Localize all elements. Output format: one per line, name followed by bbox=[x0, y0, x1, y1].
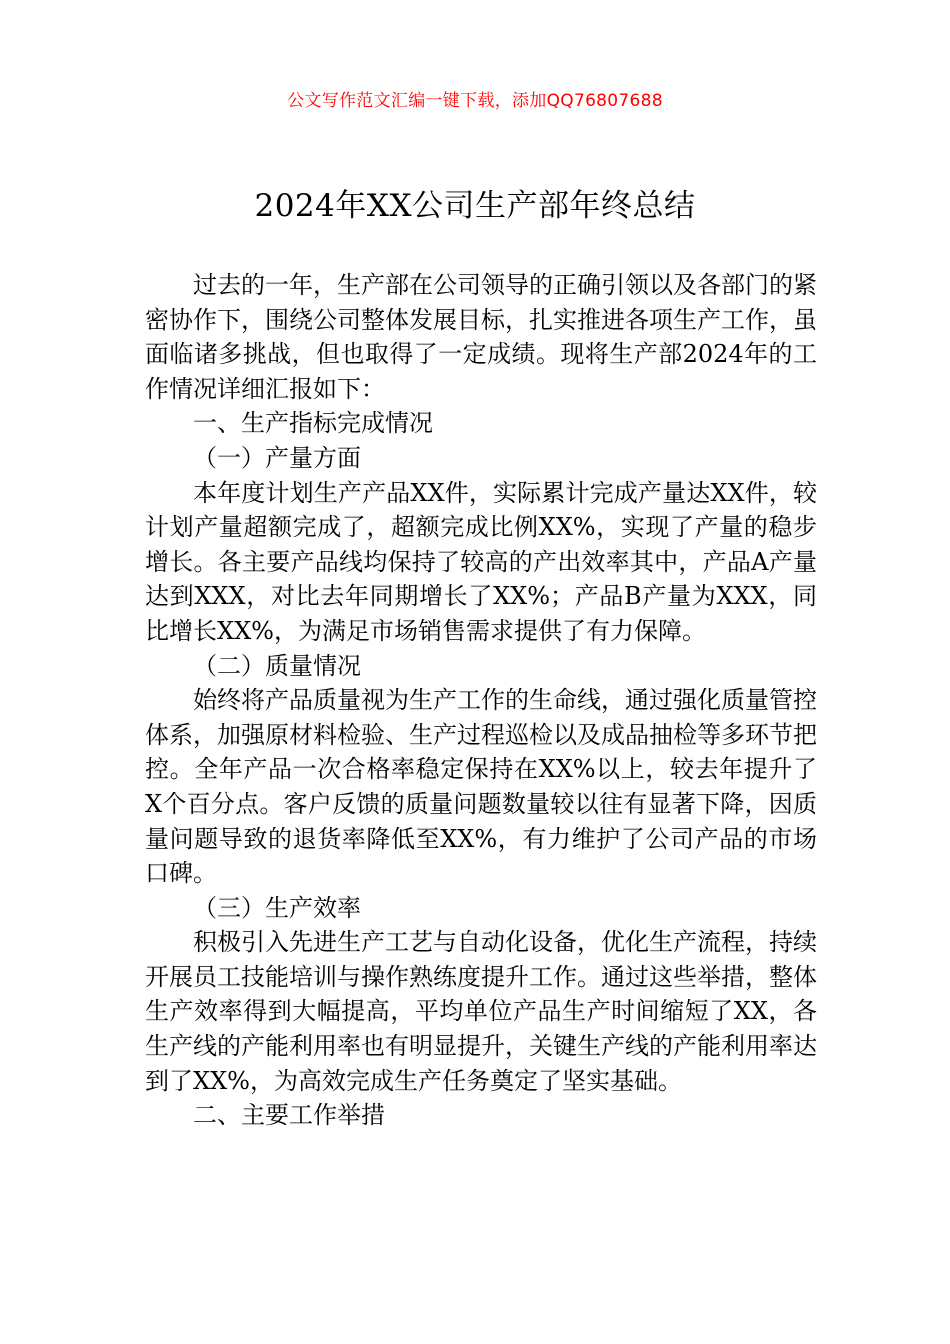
section-heading-1: 一、生产指标完成情况 bbox=[193, 409, 433, 438]
subsection-heading-output: （一）产量方面 bbox=[193, 443, 361, 472]
subsection-heading-quality: （二）质量情况 bbox=[193, 651, 361, 680]
section-heading-2: 二、主要工作举措 bbox=[193, 1101, 385, 1130]
subsection-heading-efficiency: （三）生产效率 bbox=[193, 893, 361, 922]
header-download-note: 公文写作范文汇编一键下载，添加QQ76807688 bbox=[287, 91, 663, 111]
document-body bbox=[145, 268, 817, 1133]
document-title: 2024年XX公司生产部年终总结 bbox=[254, 188, 696, 224]
output-paragraph: 本年度计划生产产品XX件，实际累计完成产量达XX件，较计划产量超额完成了，超额完成比例XX%，实现了产量的稳步增长。各主要产品线均保持了较高的产出效率其中，产品A产量达到XXX，对比去年同期增长了XX%；产品B产量为XXX，同比增长XX%，为满足市场销售需求提供了有力保障。 bbox=[145, 478, 817, 645]
intro-paragraph: 过去的一年，生产部在公司领导的正确引领以及各部门的紧密协作下，围绕公司整体发展目标，扎实推进各项生产工作，虽面临诸多挑战，但也取得了一定成绩。现将生产部2024年的工作情况详细汇报如下： bbox=[145, 271, 817, 403]
quality-paragraph: 始终将产品质量视为生产工作的生命线，通过强化质量管控体系，加强原材料检验、生产过程巡检以及成品抽检等多环节把控。全年产品一次合格率稳定保持在XX%以上，较去年提升了X个百分点。客户反馈的质量问题数量较以往有显著下降，因质量问题导致的退货率降低至XX%，有力维护了公司产品的市场口碑。 bbox=[145, 686, 817, 888]
efficiency-paragraph: 积极引入先进生产工艺与自动化设备，优化生产流程，持续开展员工技能培训与操作熟练度提升工作。通过这些举措，整体生产效率得到大幅提高，平均单位产品生产时间缩短了XX，各生产线的产能利用率也有明显提升，关键生产线的产能利用率达到了XX%，为高效完成生产任务奠定了坚实基础。 bbox=[145, 928, 817, 1095]
